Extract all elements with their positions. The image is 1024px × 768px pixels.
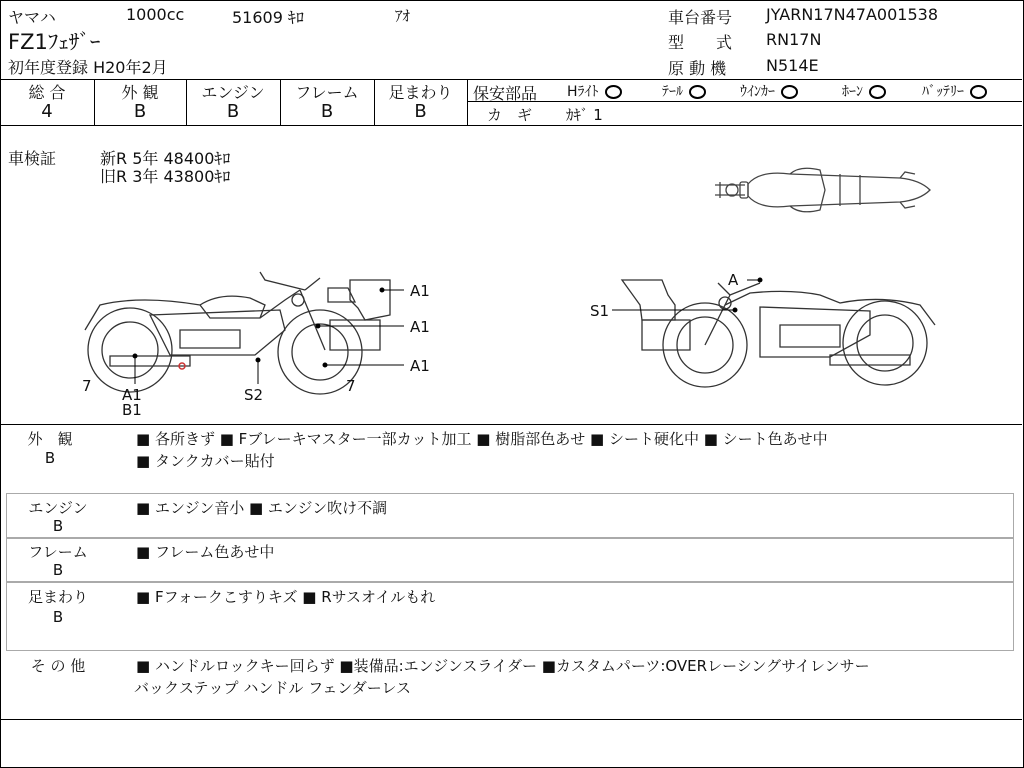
remark-label-exterior: 外 観 [27,430,73,448]
mark-7-rear: 7 [346,377,356,395]
inspection-old: 旧R 3年 43800ｷﾛ [100,167,231,186]
mark-7-front: 7 [82,377,92,395]
engine-label: 原 動 機 [668,59,727,78]
remark-grade-suspension: B [52,608,64,626]
score-label-exterior: 外 観 [121,83,159,102]
mark-b1-muffler: B1 [122,401,142,419]
remark-text: ■ ハンドルロックキー回らず ■装備品:エンジンスライダー ■カスタムパーツ:OVERレーシングサイレンサー [136,657,870,675]
safety-item-headlight: Hﾗｲﾄ [567,81,622,101]
safety-item-horn: ﾎｰﾝ [842,81,886,101]
mark-a1-muffler: A1 [122,386,142,404]
inspection-new: 新R 5年 48400ｷﾛ [100,149,231,168]
remark-label-other: そ の 他 [30,657,86,675]
remark-text: ■ 各所きず ■ Fブレーキマスター一部カット加工 ■ 樹脂部色あせ ■ シート硬化中 ■ シート色あせ中 [136,430,828,448]
mark-a-handle: A [728,271,739,289]
score-label-total: 総 合 [28,83,66,102]
safety-item-tail: ﾃｰﾙ [662,81,706,101]
safety-item-battery: ﾊﾞｯﾃﾘｰ [922,81,987,101]
mark-a1-seat: A1 [410,282,430,300]
remark-text: バックステップ ハンドル フェンダーレス [134,679,411,697]
remark-label-frame: フレーム [28,543,88,561]
type-label: 型 式 [668,33,733,52]
remark-text: ■ フレーム色あせ中 [136,543,275,561]
mark-s1: S1 [590,302,610,320]
mileage: 51609 ｷﾛ [232,8,304,27]
inspection-label: 車検証 [8,149,57,168]
model-name: FZ1ﾌｪｻﾞｰ [8,30,101,54]
mark-a1-wheel: A1 [410,357,430,375]
mark-a1-tank: A1 [410,318,430,336]
key-value: ｶｷﾞ 1 [566,106,603,124]
remark-label-suspension: 足まわり [27,588,88,606]
remark-text: ■ Fフォークこすりキズ ■ Rサスオイルもれ [136,588,436,606]
remark-grade-exterior: B [44,449,56,467]
remark-grade-engine: B [52,517,64,535]
frame-no: JYARN17N47A001538 [766,5,938,24]
score-value-total: 4 [41,101,53,122]
score-value-exterior: B [133,101,147,122]
score-value-suspension: B [414,101,427,122]
type-value: RN17N [766,30,822,49]
remark-label-engine: エンジン [28,499,88,517]
maker: ヤマハ [8,8,56,27]
remark-grade-frame: B [52,561,64,579]
displacement: 1000cc [126,5,185,24]
remarks-bottom-rule [0,719,1022,720]
score-label-frame: フレーム [295,83,359,102]
score-value-engine: B [226,101,240,122]
safety-label: 保安部品 [473,84,538,103]
color: ｱｵ [395,7,411,25]
first-registration: 初年度登録 H20年2月 [8,58,168,77]
key-label: カ ギ [487,106,533,124]
score-value-frame: B [320,101,334,122]
remark-text: ■ エンジン音小 ■ エンジン吹け不調 [136,499,388,517]
score-label-suspension: 足まわり [388,83,453,102]
remarks-top-rule [0,424,1022,425]
remark-text: ■ タンクカバー貼付 [136,452,275,470]
frame-no-label: 車台番号 [668,8,733,27]
safety-item-winker: ｳｲﾝｶｰ [740,81,798,101]
score-label-engine: エンジン [201,83,265,102]
engine-value: N514E [766,56,819,75]
mark-s2: S2 [244,386,264,404]
